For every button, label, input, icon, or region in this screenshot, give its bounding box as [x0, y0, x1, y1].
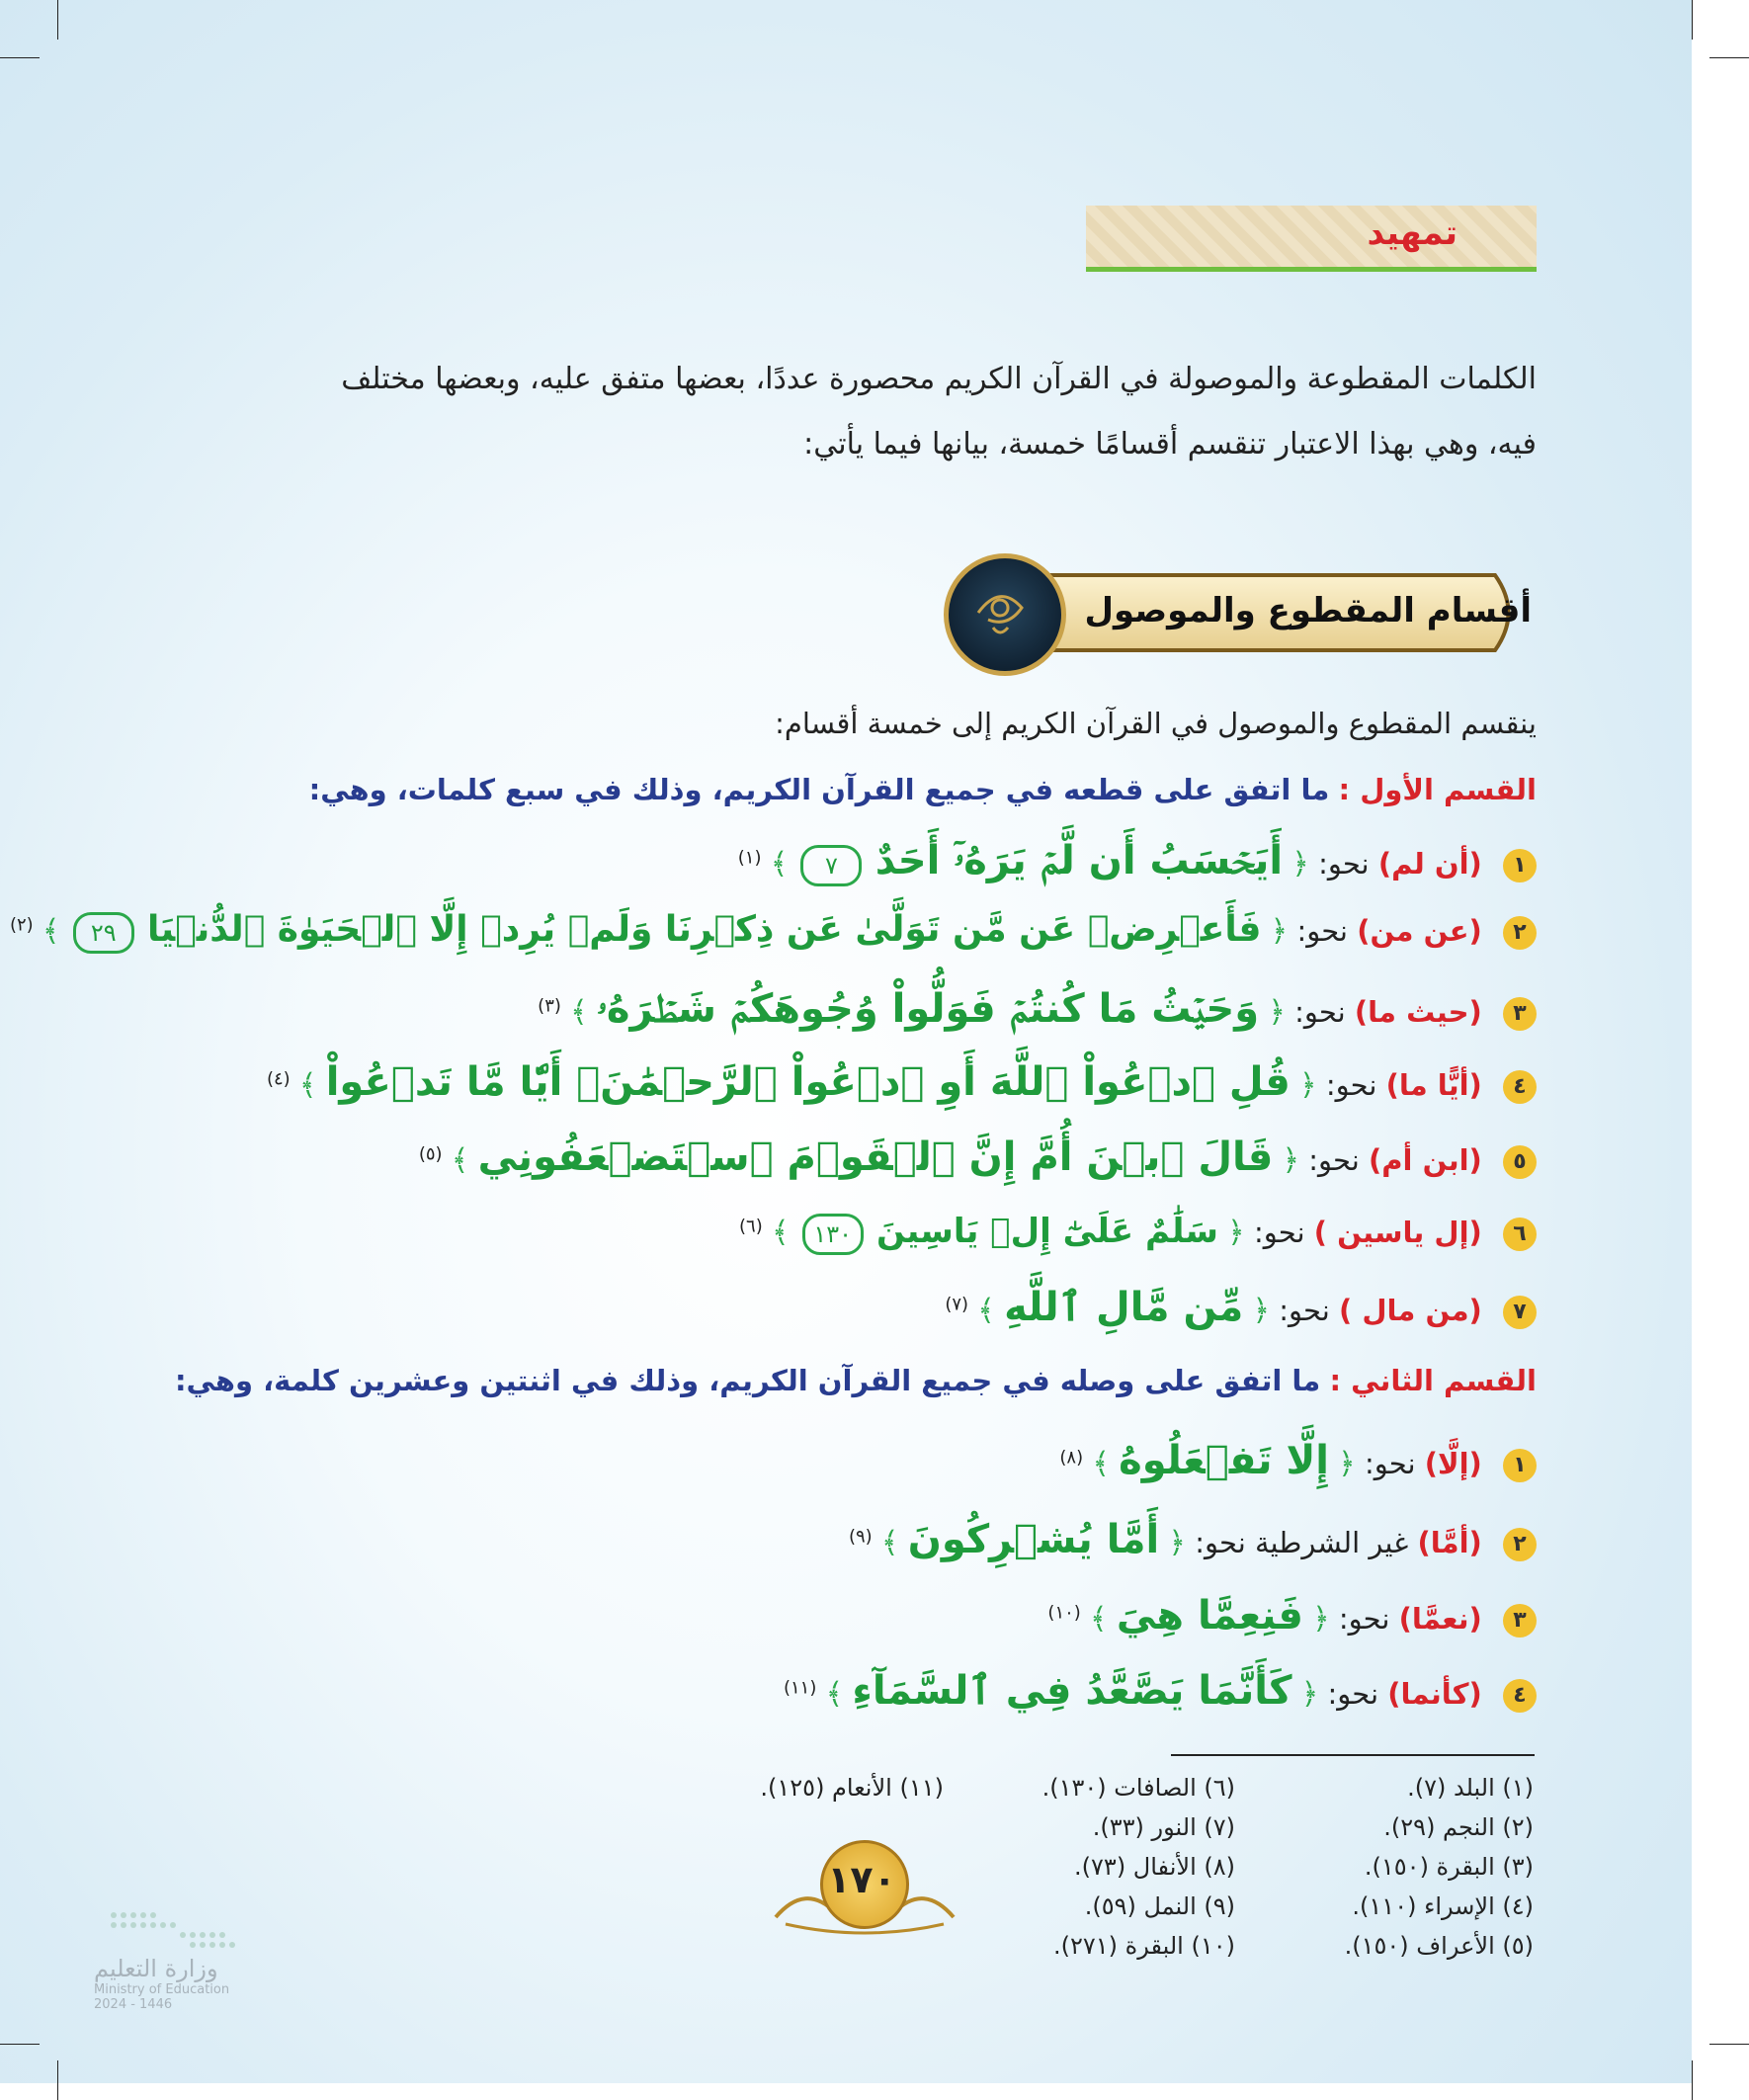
footnote-ref: (٧) [945, 1294, 969, 1315]
item-number: ٧ [1503, 1296, 1537, 1329]
bracket-close: ﴾ [1090, 1602, 1108, 1637]
part1-item [267, 1059, 1537, 1121]
footnote-ref: (١١) [783, 1677, 817, 1699]
section-banner-title: أقسام المقطوع والموصول [1084, 591, 1532, 630]
footnote-ref: (١٠) [1047, 1602, 1081, 1624]
logo-dots-icon [94, 1907, 252, 1951]
bracket-close: ﴾ [570, 995, 588, 1030]
bracket-close: ﴾ [1092, 1447, 1110, 1481]
footnote: (٣) البقرة (١٥٠). [1364, 1853, 1534, 1881]
bracket-close: ﴾ [770, 847, 789, 882]
quran-verse: قُلِ ٱدۡعُواْ ٱللَّهَ أَوِ ٱدۡعُواْ ٱلرَّحۡمَٰنَۖ أَيّٗا مَّا تَدۡعُواْ [325, 1059, 1291, 1105]
bracket-close: ﴾ [825, 1677, 844, 1712]
part2-item [1047, 1593, 1537, 1654]
footnote-ref: (٨) [1059, 1447, 1084, 1469]
bracket-close: ﴾ [42, 914, 60, 949]
part2-heading [175, 1364, 1537, 1425]
bracket-open: ﴿ [1227, 1216, 1245, 1250]
bracket-close: ﴾ [451, 1143, 469, 1178]
crop-mark [0, 2044, 40, 2045]
bracket-open: ﴿ [1252, 1294, 1271, 1328]
part1-item [739, 1212, 1537, 1273]
item-number: ٢ [1503, 916, 1537, 950]
item-word: (أن لم) [1377, 847, 1482, 881]
item-how: نحو: [1294, 995, 1346, 1029]
footnote: (٥) الأعراف (١٥٠). [1344, 1932, 1534, 1960]
item-word: (أيًّا ما) [1385, 1068, 1482, 1102]
part2-description: ما اتفق على وصله في جميع القرآن الكريم، وذلك في اثنتين وعشرين كلمة، وهي: [174, 1364, 1321, 1397]
item-how: نحو: [1325, 1068, 1377, 1102]
section-lead: ينقسم المقطوع والموصول في القرآن الكريم إلى خمسة أقسام: [775, 707, 1537, 740]
item-number: ٦ [1503, 1218, 1537, 1251]
item-number: ٥ [1503, 1145, 1537, 1179]
quran-verse: فَأَعۡرِضۡ عَن مَّن تَوَلَّىٰ عَن ذِكۡرِنَا وَلَمۡ يُرِدۡ إِلَّا ٱلۡحَيَوٰةَ ٱلدُّنۡيَا [146, 909, 1262, 950]
footnote-ref: (٢) [9, 914, 34, 936]
item-how: نحو: [1308, 1143, 1360, 1177]
bracket-close: ﴾ [977, 1294, 995, 1328]
bracket-open: ﴿ [1300, 1677, 1319, 1712]
ayah-number: ١٣٠ [802, 1214, 864, 1255]
item-word: (نعمَّا) [1398, 1602, 1482, 1636]
item-number: ٤ [1503, 1070, 1537, 1104]
footnote: (٨) الأنفال (٧٣). [1074, 1853, 1235, 1881]
footnote-ref: (٣) [538, 995, 561, 1017]
part1-description: ما اتفق على قطعه في جميع القرآن الكريم، وذلك في سبع كلمات، وهي: [308, 773, 1330, 806]
crop-mark [0, 57, 40, 58]
item-word: (عن من) [1357, 914, 1482, 948]
footnote: (٩) النمل (٥٩). [1084, 1892, 1235, 1920]
item-how: نحو: [1318, 847, 1370, 881]
intro-title: تمهيد [1367, 213, 1458, 253]
bracket-open: ﴿ [1312, 1602, 1330, 1637]
item-word: (كأنما) [1387, 1677, 1482, 1711]
bracket-open: ﴿ [1268, 995, 1286, 1030]
footnote-rule [1171, 1754, 1535, 1756]
crop-mark [1692, 0, 1693, 40]
item-how: غير الشرطية نحو: [1195, 1526, 1409, 1559]
footnote-ref: (٦) [738, 1216, 763, 1237]
footnote-ref: (٥) [418, 1143, 443, 1165]
bracket-open: ﴿ [1338, 1447, 1356, 1481]
item-word: (أمَّا) [1417, 1526, 1482, 1559]
item-word: (إلَّا) [1424, 1447, 1482, 1480]
logo-arabic: وزارة التعليم [94, 1955, 218, 1982]
bracket-close: ﴾ [298, 1068, 317, 1103]
part1-item [738, 838, 1537, 899]
item-word: (ابن أم) [1369, 1143, 1482, 1177]
ayah-number: ٢٩ [73, 912, 134, 954]
footnote-ref: (٤) [266, 1068, 291, 1090]
intro-paragraph-line-1: الكلمات المقطوعة والموصولة في القرآن الكريم محصورة عددًا، بعضها متفق عليه، وبعضها مختلف [341, 362, 1537, 396]
item-word: (حيث ما) [1354, 995, 1482, 1029]
footnote: (١٠) البقرة (٢٧١). [1053, 1932, 1235, 1960]
ayah-number: ٧ [800, 845, 862, 886]
footnote: (٢) النجم (٢٩). [1383, 1813, 1534, 1841]
bracket-open: ﴿ [1282, 1143, 1300, 1178]
crop-mark [57, 0, 58, 40]
footnote: (٦) الصافات (١٣٠). [1041, 1774, 1235, 1802]
quran-verse: إِلَّا تَفۡعَلُوهُ [1119, 1438, 1329, 1483]
page-number: ١٧٠ [827, 1858, 896, 1901]
item-word: (إل ياسين ) [1313, 1216, 1482, 1249]
logo-year: 2024 - 1446 [94, 1997, 173, 2012]
crop-mark [1692, 2060, 1693, 2100]
item-how: نحو: [1338, 1602, 1390, 1636]
item-number: ٣ [1503, 997, 1537, 1031]
item-how: نحو: [1364, 1447, 1416, 1480]
item-number: ١ [1503, 849, 1537, 882]
bracket-open: ﴿ [1270, 914, 1289, 949]
quran-verse: وَحَيۡثُ مَا كُنتُمۡ فَوَلُّواْ وُجُوهَكُمۡ شَطۡرَهُۥ [596, 986, 1260, 1032]
part1-label: القسم الأول : [1338, 773, 1537, 806]
quran-verse: مِّن مَّالِ ٱللَّهِ [1004, 1285, 1244, 1330]
item-how: نحو: [1253, 1216, 1305, 1249]
item-how: نحو: [1296, 914, 1348, 948]
footnote-ref: (١) [737, 847, 762, 869]
crop-mark [1709, 57, 1749, 58]
part1-item [419, 1134, 1537, 1196]
part2-label: القسم الثاني : [1329, 1364, 1537, 1397]
footnote: (١) البلد (٧). [1407, 1774, 1534, 1802]
logo-english: Ministry of Education [94, 1982, 230, 1997]
footnote-ref: (٩) [848, 1526, 873, 1548]
item-word: (من مال ) [1339, 1294, 1482, 1327]
bracket-open: ﴿ [1291, 847, 1309, 882]
quran-verse: سَلَٰمٌ عَلَىٰٓ إِلۡ يَاسِينَ [875, 1212, 1218, 1251]
quran-verse: فَنِعِمَّا هِيَ [1116, 1593, 1303, 1638]
item-number: ٤ [1503, 1679, 1537, 1713]
banner-emblem-icon [944, 553, 1066, 676]
quran-verse: قَالَ ٱبۡنَ أُمَّ إِنَّ ٱلۡقَوۡمَ ٱسۡتَضۡعَفُونِي [477, 1134, 1274, 1180]
footnote: (٧) النور (٣٣). [1092, 1813, 1235, 1841]
bracket-open: ﴿ [1168, 1526, 1186, 1560]
bracket-close: ﴾ [880, 1526, 899, 1560]
item-how: نحو: [1279, 1294, 1330, 1327]
intro-header-bar [1086, 206, 1537, 272]
footnote: (٤) الإسراء (١١٠). [1352, 1892, 1534, 1920]
bracket-open: ﴿ [1299, 1068, 1317, 1103]
part2-item [784, 1668, 1537, 1729]
part2-item [849, 1517, 1537, 1578]
item-number: ٣ [1503, 1604, 1537, 1638]
part1-item [538, 986, 1537, 1048]
part1-item [10, 909, 1537, 970]
quran-verse: أَيَحۡسَبُ أَن لَّمۡ يَرَهُۥٓ أَحَدٌ [874, 838, 1284, 883]
quran-verse: كَأَنَّمَا يَصَّعَّدُ فِي ٱلسَّمَآءِ [852, 1668, 1292, 1714]
part1-heading [309, 773, 1537, 834]
item-number: ٢ [1503, 1528, 1537, 1561]
part1-item [945, 1285, 1537, 1346]
intro-paragraph-line-2: فيه، وهي بهذا الاعتبار تنقسم أقسامًا خمسة، بيانها فيما يأتي: [803, 427, 1537, 462]
quran-verse: أَمَّا يُشۡرِكُونَ [907, 1517, 1160, 1562]
crop-mark [57, 2060, 58, 2100]
part2-item [1059, 1438, 1537, 1499]
item-how: نحو: [1327, 1677, 1379, 1711]
item-number: ١ [1503, 1449, 1537, 1482]
crop-mark [1709, 2044, 1749, 2045]
footnote: (١١) الأنعام (١٢٥). [760, 1774, 944, 1802]
bracket-close: ﴾ [771, 1216, 790, 1250]
ministry-logo [94, 1907, 262, 2026]
